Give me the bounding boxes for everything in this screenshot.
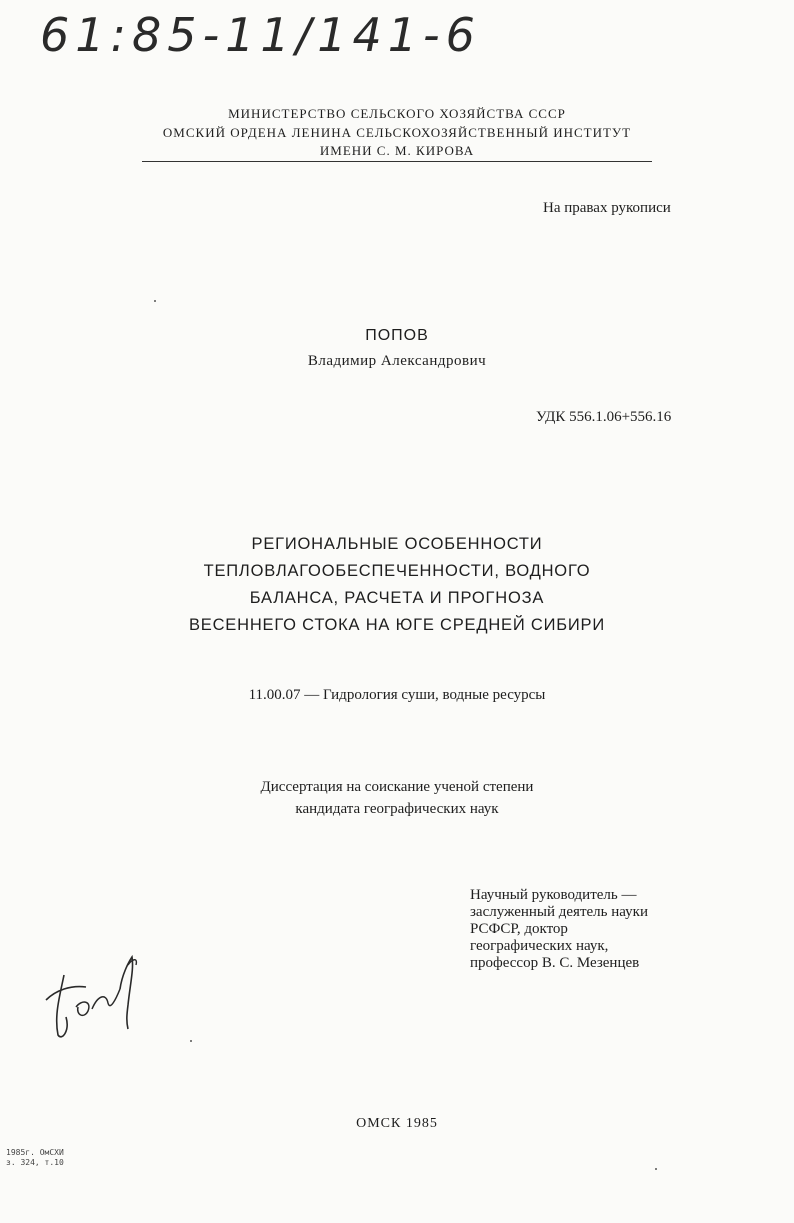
speck — [655, 1168, 657, 1170]
supervisor-line: РСФСР, доктор — [470, 921, 568, 937]
print-info-line: з. 324, т.10 — [6, 1158, 64, 1167]
dissertation-line: кандидата географических наук — [295, 801, 499, 817]
author-given-names: Владимир Александрович — [307, 353, 487, 369]
speck — [154, 300, 156, 302]
ministry-line: МИНИСТЕРСТВО СЕЛЬСКОГО ХОЗЯЙСТВА СССР — [228, 106, 566, 121]
header-rule — [142, 161, 652, 162]
named-after-line: ИМЕНИ С. М. КИРОВА — [319, 143, 475, 158]
title-line: РЕГИОНАЛЬНЫЕ ОСОБЕННОСТИ — [251, 535, 543, 553]
title-line: ТЕПЛОВЛАГООБЕСПЕЧЕННОСТИ, ВОДНОГО — [203, 562, 591, 580]
dissertation-info — [0, 776, 794, 820]
print-info — [6, 1148, 64, 1168]
manuscript-note: На правах рукописи — [543, 200, 671, 216]
archive-number: 61:85-11/141-6 — [40, 8, 481, 62]
place-year: ОМСК 1985 — [356, 1116, 438, 1131]
specialty: 11.00.07 — Гидрология суши, водные ресурсы — [248, 687, 546, 703]
udc-code: УДК 556.1.06+556.16 — [536, 409, 672, 425]
dissertation-line: Диссертация на соискание ученой степени — [260, 779, 534, 795]
supervisor-block — [470, 887, 648, 972]
author-surname: ПОПОВ — [365, 327, 429, 344]
supervisor-line: профессор В. С. Мезенцев — [470, 955, 640, 971]
title-line: БАЛАНСА, РАСЧЕТА И ПРОГНОЗА — [249, 589, 545, 607]
title-line: ВЕСЕННЕГО СТОКА НА ЮГЕ СРЕДНЕЙ СИБИРИ — [188, 616, 606, 634]
dissertation-title — [0, 531, 794, 639]
print-info-line: 1985г. ОмСХИ — [6, 1148, 64, 1157]
supervisor-line: географических наук, — [470, 938, 609, 954]
speck — [190, 1040, 192, 1042]
institute-line: ОМСКИЙ ОРДЕНА ЛЕНИНА СЕЛЬСКОХОЗЯЙСТВЕННЫЙ ИНСТИТУТ — [162, 125, 632, 140]
supervisor-line: заслуженный деятель науки — [470, 904, 648, 920]
supervisor-line: Научный руководитель — — [470, 887, 637, 903]
signature-image — [36, 945, 156, 1045]
